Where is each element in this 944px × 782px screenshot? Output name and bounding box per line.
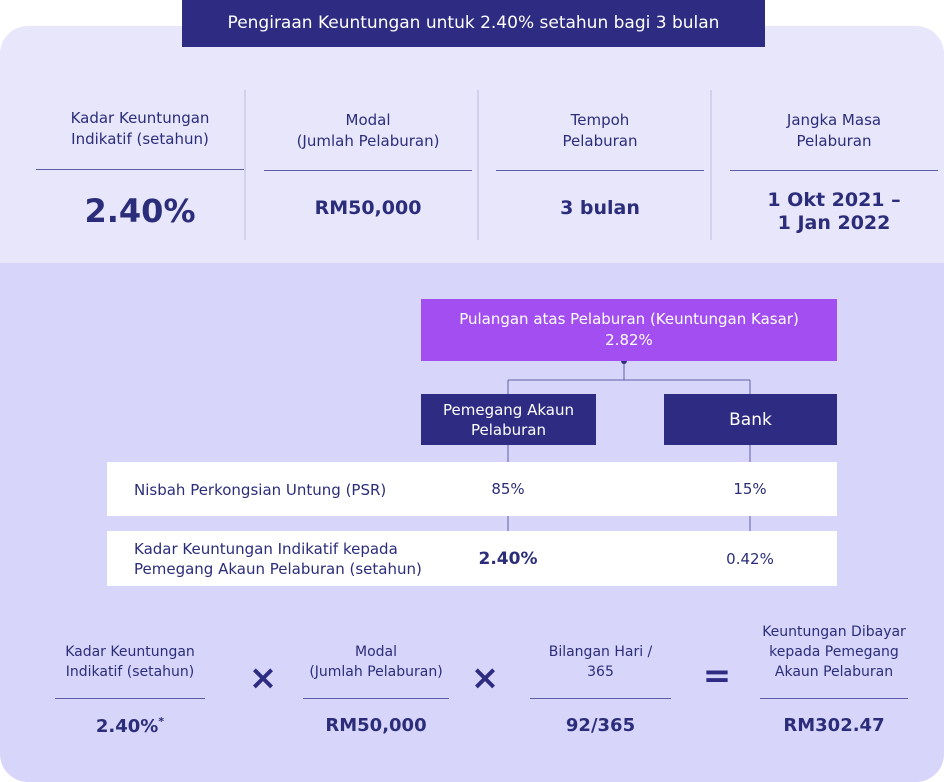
summary-tenure-label-1: Tempoh [570, 111, 630, 129]
formula-capital-label-1: Modal [355, 644, 397, 660]
formula-capital-label-2: (Jumlah Pelaburan) [309, 664, 443, 680]
gross-return-box [421, 299, 837, 361]
gross-return-value: 2.82% [605, 331, 653, 349]
psr-row [107, 462, 837, 516]
psr-bank-value: 15% [733, 480, 767, 498]
summary-capital-label-1: Modal [345, 111, 391, 129]
summary-period-value-2: 1 Jan 2022 [777, 212, 891, 234]
rate-label-2: Pemegang Akaun Pelaburan (setahun) [134, 560, 422, 578]
formula-result-label-2: kepada Pemegang [769, 644, 899, 660]
summary-period-label-1: Jangka Masa [786, 111, 882, 129]
formula-term-capital [303, 642, 449, 736]
account-holder-label-1: Pemegang Akaun [443, 400, 574, 419]
formula-days-label-2: 365 [587, 664, 614, 680]
bank-label: Bank [729, 409, 772, 430]
summary-period-label-2: Pelaburan [796, 132, 872, 150]
summary-rate-label-1: Kadar Keuntungan [70, 109, 210, 127]
formula-result [760, 622, 908, 736]
formula-rate-label-2: Indikatif (setahun) [65, 664, 195, 680]
formula-days-value: 92/365 [565, 715, 636, 736]
rate-row [107, 531, 837, 586]
summary-capital-label-2: (Jumlah Pelaburan) [296, 132, 440, 150]
account-holder-box [421, 394, 596, 445]
summary-capital-value: RM50,000 [314, 197, 422, 219]
page-title: Pengiraan Keuntungan untuk 2.40% setahun bagi 3 bulan [182, 0, 765, 47]
divider-line [55, 698, 205, 699]
formula-result-label-1: Keuntungan Dibayar [762, 624, 906, 640]
formula-rate-label-1: Kadar Keuntungan [65, 644, 195, 660]
divider-line [530, 698, 671, 699]
formula-result-label-3: Akaun Pelaburan [774, 664, 894, 680]
rate-label-1: Kadar Keuntungan Indikatif kepada [134, 540, 398, 558]
equals-operator: = [702, 656, 732, 696]
formula-rate-value: 2.40% [95, 716, 159, 737]
multiply-operator-1: × [248, 658, 278, 698]
summary-tenure-label-2: Pelaburan [562, 132, 638, 150]
summary-rate-label-2: Indikatif (setahun) [71, 130, 209, 148]
footnote-mark: * [158, 715, 165, 728]
summary-period-value-1: 1 Okt 2021 – [767, 189, 901, 211]
bank-box [664, 394, 837, 445]
formula-days-label-1: Bilangan Hari / [548, 644, 653, 660]
formula-term-rate [55, 642, 205, 737]
psr-holder-value: 85% [491, 480, 525, 498]
rate-bank-value: 0.42% [726, 550, 774, 568]
divider-line [760, 698, 908, 699]
formula-term-days [530, 642, 671, 736]
summary-tenure-value: 3 bulan [560, 197, 640, 219]
gross-return-label: Pulangan atas Pelaburan (Keuntungan Kasar) [459, 310, 799, 328]
formula-result-value: RM302.47 [783, 715, 885, 736]
multiply-operator-2: × [470, 658, 500, 698]
account-holder-label-2: Pelaburan [470, 420, 546, 439]
divider-line [303, 698, 449, 699]
rate-holder-value: 2.40% [478, 549, 538, 569]
summary-rate-value: 2.40% [84, 192, 196, 230]
formula-capital-value: RM50,000 [325, 715, 427, 736]
psr-label: Nisbah Perkongsian Untung (PSR) [134, 481, 387, 499]
